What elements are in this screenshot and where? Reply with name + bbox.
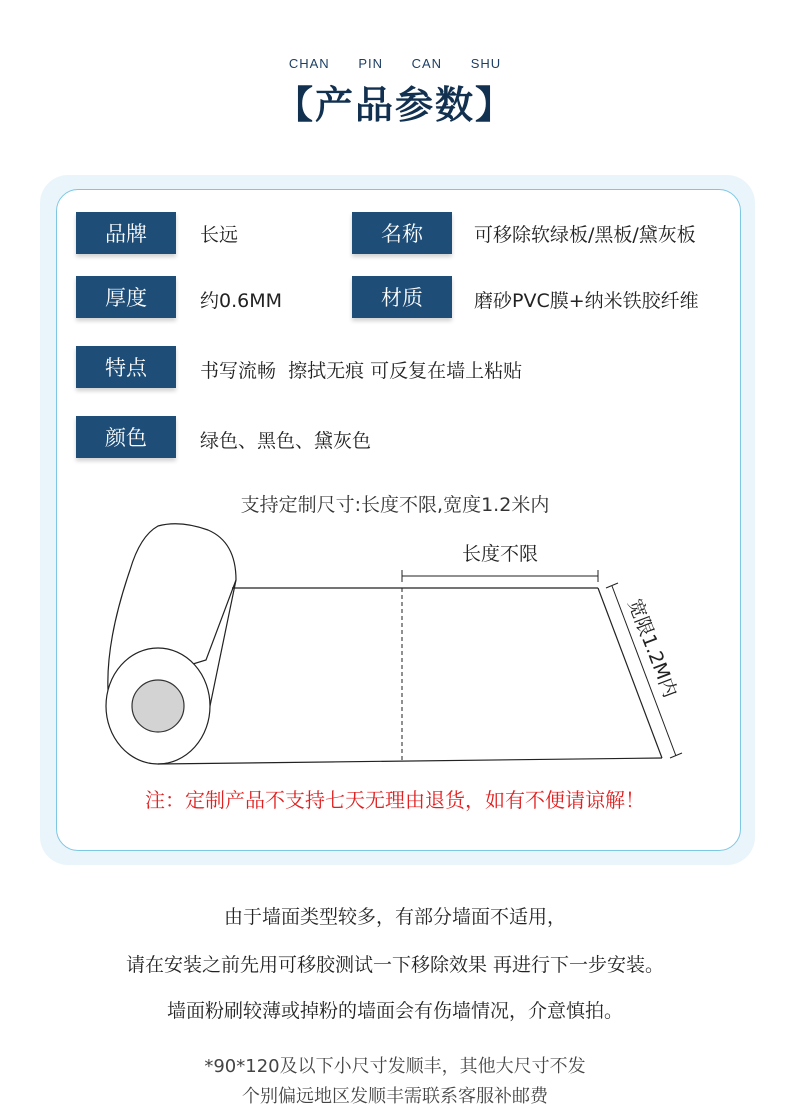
length-label: 长度不限 (461, 543, 539, 565)
pinyin-word: PIN (358, 56, 383, 71)
page-title: 【产品参数】 (274, 83, 515, 127)
material-tag: 材质 (352, 276, 452, 318)
roll-core (132, 680, 184, 732)
name-value: 可移除软绿板/黑板/黛灰板 (474, 224, 696, 246)
color-value: 绿色、黑色、黛灰色 (200, 430, 372, 452)
feature-value: 书写流畅 擦拭无痕 可反复在墙上粘贴 (200, 360, 523, 382)
width-label: 宽限1.2M内 (623, 595, 682, 701)
name-tag: 名称 (352, 212, 452, 254)
custom-size-text: 支持定制尺寸:长度不限,宽度1.2米内 (240, 494, 550, 516)
thickness-value: 约0.6MM (200, 290, 283, 312)
width-dimension-tick (670, 753, 682, 758)
return-policy-notice: 注：定制产品不支持七天无理由退货，如有不便请谅解！ (145, 788, 645, 812)
roll-diagram (100, 520, 700, 770)
shipping-note: *90*120及以下小尺寸发顺丰，其他大尺寸不发 (204, 1056, 586, 1077)
footer-note: 请在安装之前先用可移胶测试一下移除效果 再进行下一步安装。 (125, 954, 665, 976)
sheet-bottom-edge (158, 758, 662, 764)
pinyin-subtitle (0, 56, 790, 71)
pinyin-word: CHAN (288, 56, 330, 71)
color-tag: 颜色 (76, 416, 176, 458)
pinyin-word: SHU (470, 56, 502, 71)
brand-tag: 品牌 (76, 212, 176, 254)
pinyin-word: CAN (411, 56, 443, 71)
shipping-note: 个别偏远地区发顺丰需联系客服补邮费 (242, 1086, 548, 1107)
feature-tag: 特点 (76, 346, 176, 388)
footer-note: 由于墙面类型较多，有部分墙面不适用， (223, 906, 566, 928)
material-value: 磨砂PVC膜+纳米铁胶纤维 (474, 290, 699, 312)
footer-note: 墙面粉刷较薄或掉粉的墙面会有伤墙情况，介意慎拍。 (166, 1000, 623, 1022)
brand-value: 长远 (200, 224, 239, 246)
thickness-tag: 厚度 (76, 276, 176, 318)
